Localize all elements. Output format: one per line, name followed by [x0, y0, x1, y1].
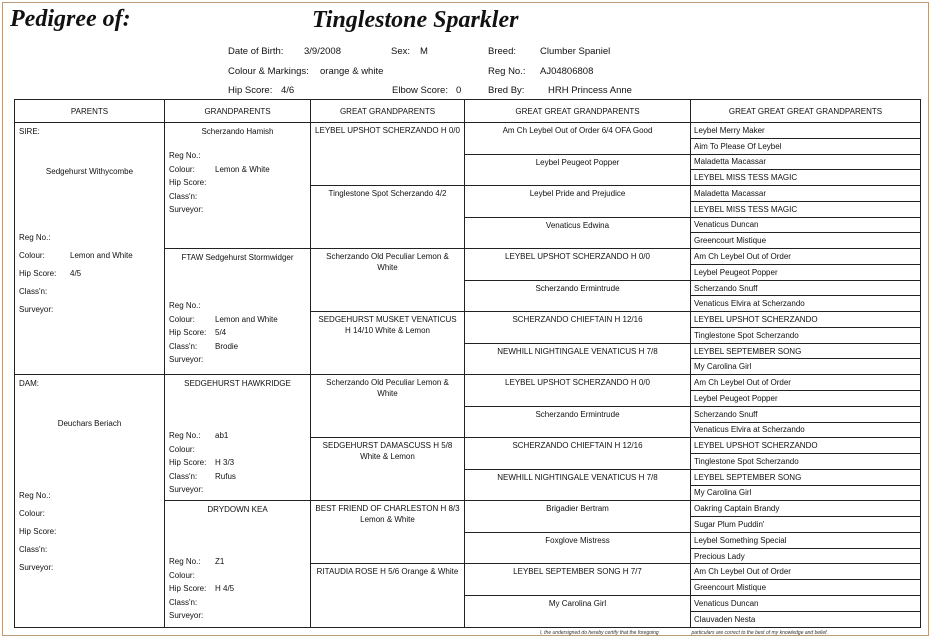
great-great-great-grandparent-name: LEYBEL SEPTEMBER SONG	[694, 472, 802, 482]
great-great-great-grandparent-cell	[691, 548, 921, 564]
great-great-great-grandparent-cell	[691, 201, 921, 217]
great-great-great-grandparent-cell	[691, 154, 921, 170]
parent-surveyor-label: Surveyor:	[19, 305, 54, 314]
great-great-grandparent-name: Leybel Peugeot Popper	[535, 157, 620, 167]
grandparent-hip-value: H 4/5	[215, 584, 235, 594]
great-great-great-grandparent-name: My Carolina Girl	[694, 362, 752, 372]
grandparent-surveyor-label: Surveyor:	[169, 485, 204, 495]
col-header-great-great-great-grandparents: GREAT GREAT GREAT GRANDPARENTS	[691, 100, 921, 123]
breed-label: Breed:	[488, 46, 516, 57]
bred-label: Bred By:	[488, 85, 525, 96]
grandparent-colour-value: Lemon and White	[215, 314, 278, 324]
great-great-great-grandparent-name: Leybel Something Special	[694, 535, 787, 545]
great-great-great-grandparent-name: Venaticus Elvira at Scherzando	[694, 299, 805, 309]
great-great-great-grandparent-cell	[691, 485, 921, 501]
great-great-grandparent-name: SCHERZANDO CHIEFTAIN H 12/16	[512, 441, 643, 451]
great-grandparent-name: RITAUDIA ROSE H 5/6 Orange & White	[316, 567, 459, 577]
pedigree-table	[14, 99, 921, 628]
great-great-great-grandparent-cell	[691, 186, 921, 202]
grandparent-name: Scherzando Hamish	[201, 127, 274, 136]
great-great-grandparent-cell	[465, 123, 691, 155]
parent-name: Deuchars Beriach	[57, 419, 122, 429]
grandparent-reg-value: ab1	[215, 431, 229, 441]
grandparent-hip-label: Hip Score:	[169, 328, 207, 338]
parent-hip-value: 4/5	[70, 269, 82, 278]
grandparent-class-label: Class'n:	[169, 597, 198, 607]
great-great-great-grandparent-cell	[691, 564, 921, 580]
grandparent-cell	[165, 249, 311, 375]
great-great-great-grandparent-cell	[691, 138, 921, 154]
grandparent-class-value: Brodie	[215, 341, 239, 351]
grandparent-reg-value: Z1	[215, 557, 225, 567]
certify-text-2: particulars are correct to the best of my knowledge and belief.	[691, 630, 828, 636]
great-great-grandparent-cell	[465, 375, 691, 407]
great-great-great-grandparent-cell	[691, 217, 921, 233]
great-grandparent-name: BEST FRIEND OF CHARLESTON H 8/3 Lemon & White	[315, 504, 460, 525]
hip-value: 4/6	[281, 85, 295, 96]
grandparent-name: FTAW Sedgehurst Stormwidger	[181, 253, 294, 263]
grandparent-reg-label: Reg No.:	[169, 151, 201, 160]
parent-class-label: Class'n:	[19, 287, 48, 296]
great-great-grandparent-cell	[465, 406, 691, 438]
great-great-great-grandparent-cell	[691, 611, 921, 627]
grandparent-hip-label: Hip Score:	[169, 178, 207, 187]
great-great-great-grandparent-name: Leybel Peugeot Popper	[694, 267, 778, 277]
great-grandparent-name: SEDGEHURST DAMASCUSS H 5/8 White & Lemon	[322, 441, 453, 462]
colour-label: Colour & Markings:	[228, 66, 309, 77]
grandparent-reg-label: Reg No.:	[169, 301, 201, 311]
great-great-great-grandparent-name: Leybel Peugeot Popper	[694, 393, 778, 403]
great-great-grandparent-cell	[465, 343, 691, 375]
great-great-great-grandparent-name: My Carolina Girl	[694, 488, 752, 498]
colour-value: orange & white	[320, 66, 384, 77]
great-grandparent-cell	[311, 438, 465, 501]
great-great-great-grandparent-name: Scherzando Snuff	[694, 283, 758, 293]
col-header-grandparents: GRANDPARENTS	[165, 100, 311, 123]
great-great-grandparent-name: LEYBEL UPSHOT SCHERZANDO H 0/0	[505, 252, 650, 262]
parent-reg-label: Reg No.:	[19, 491, 51, 501]
great-great-great-grandparent-name: Sugar Plum Puddin'	[694, 520, 765, 530]
great-great-great-grandparent-name: Am Ch Leybel Out of Order	[694, 378, 791, 388]
great-great-great-grandparent-cell	[691, 438, 921, 454]
grandparent-colour-label: Colour:	[169, 314, 195, 324]
parent-hip-label: Hip Score:	[19, 269, 57, 278]
great-great-great-grandparent-cell	[691, 312, 921, 328]
parent-class-label: Class'n:	[19, 545, 48, 555]
parent-cell	[15, 123, 165, 375]
grandparent-colour-value: Lemon & White	[215, 164, 270, 174]
great-great-great-grandparent-cell	[691, 343, 921, 359]
certify-text-1: I, the undersigned do hereby certify that the foregoing	[540, 630, 659, 636]
great-great-grandparent-name: Leybel Pride and Prejudice	[529, 189, 626, 199]
great-great-great-grandparent-cell	[691, 249, 921, 265]
great-great-grandparent-cell	[465, 249, 691, 281]
great-grandparent-name: SEDGEHURST MUSKET VENATICUS H 14/10 White & Lemon	[318, 315, 457, 336]
great-great-great-grandparent-cell	[691, 501, 921, 517]
great-grandparent-cell	[311, 186, 465, 249]
great-great-grandparent-cell	[465, 217, 691, 249]
elbow-label: Elbow Score:	[392, 85, 448, 96]
elbow-value: 0	[456, 85, 462, 96]
pedigree-heading: Pedigree of:	[10, 6, 131, 32]
great-great-grandparent-name: My Carolina Girl	[548, 598, 607, 608]
great-grandparent-name: LEYBEL UPSHOT SCHERZANDO H 0/0	[315, 126, 460, 135]
great-great-great-grandparent-cell	[691, 264, 921, 280]
great-great-great-grandparent-name: Greencourt Mistique	[694, 583, 767, 593]
great-great-great-grandparent-name: LEYBEL UPSHOT SCHERZANDO	[694, 441, 818, 451]
great-great-great-grandparent-name: Precious Lady	[694, 551, 745, 561]
dob-value: 3/9/2008	[304, 46, 341, 57]
great-great-great-grandparent-name: Tinglestone Spot Scherzando	[694, 330, 799, 340]
great-great-great-grandparent-cell	[691, 296, 921, 312]
hip-label: Hip Score:	[228, 85, 273, 96]
great-great-grandparent-cell	[465, 438, 691, 470]
great-grandparent-cell	[311, 501, 465, 564]
bred-value: HRH Princess Anne	[548, 85, 632, 96]
great-great-great-grandparent-cell	[691, 391, 921, 407]
great-great-grandparent-cell	[465, 595, 691, 627]
great-great-great-grandparent-cell	[691, 469, 921, 485]
grandparent-cell	[165, 375, 311, 501]
column-header-row	[15, 100, 921, 123]
grandparent-hip-label: Hip Score:	[169, 458, 207, 468]
great-great-great-grandparent-cell	[691, 123, 921, 139]
breed-value: Clumber Spaniel	[540, 46, 611, 57]
grandparent-class-label: Class'n:	[169, 471, 198, 481]
great-great-grandparent-name: NEWHILL NIGHTINGALE VENATICUS H 7/8	[497, 472, 658, 482]
great-great-great-grandparent-name: Aim To Please Of Leybel	[694, 141, 782, 151]
grandparent-class-label: Class'n:	[169, 341, 198, 351]
parent-surveyor-label: Surveyor:	[19, 563, 54, 573]
grandparent-reg-label: Reg No.:	[169, 557, 201, 567]
great-grandparent-cell	[311, 312, 465, 375]
great-great-grandparent-cell	[465, 469, 691, 501]
great-great-grandparent-cell	[465, 312, 691, 344]
parent-reg-label: Reg No.:	[19, 233, 51, 242]
great-great-grandparent-cell	[465, 186, 691, 218]
great-great-grandparent-cell	[465, 154, 691, 186]
certification-note	[540, 630, 828, 636]
great-great-grandparent-name: Am Ch Leybel Out of Order 6/4 OFA Good	[502, 126, 653, 135]
col-header-great-great-grandparents: GREAT GREAT GRANDPARENTS	[465, 100, 691, 123]
sire-label: SIRE:	[19, 127, 40, 136]
great-grandparent-cell	[311, 249, 465, 312]
parent-cell	[15, 375, 165, 627]
great-great-great-grandparent-name: Scherzando Snuff	[694, 409, 758, 419]
great-grandparent-name: Tinglestone Spot Scherzando 4/2	[328, 189, 447, 199]
grandparent-surveyor-label: Surveyor:	[169, 611, 204, 621]
great-great-great-grandparent-cell	[691, 327, 921, 343]
great-great-great-grandparent-name: LEYBEL UPSHOT SCHERZANDO	[694, 315, 818, 325]
great-great-great-grandparent-name: Venaticus Duncan	[694, 220, 759, 230]
table-row	[15, 375, 921, 391]
great-great-grandparent-name: Scherzando Ermintrude	[535, 409, 620, 419]
great-great-great-grandparent-cell	[691, 422, 921, 438]
sex-label: Sex:	[391, 46, 411, 57]
grandparent-cell	[165, 501, 311, 627]
great-great-grandparent-name: Venaticus Edwina	[545, 220, 610, 230]
grandparent-colour-label: Colour:	[169, 164, 195, 174]
great-great-grandparent-name: LEYBEL SEPTEMBER SONG H 7/7	[513, 567, 642, 577]
great-great-great-grandparent-name: LEYBEL MISS TESS MAGIC	[694, 173, 798, 183]
great-great-great-grandparent-cell	[691, 517, 921, 533]
grandparent-hip-value: H 3/3	[215, 458, 235, 468]
great-great-great-grandparent-name: Maladetta Macassar	[694, 188, 767, 198]
great-great-great-grandparent-name: Tinglestone Spot Scherzando	[694, 456, 799, 466]
great-great-grandparent-name: SCHERZANDO CHIEFTAIN H 12/16	[512, 315, 643, 325]
table-row	[15, 123, 921, 139]
great-great-great-grandparent-name: Greencourt Mistique	[694, 236, 767, 246]
great-great-grandparent-name: Brigadier Bertram	[546, 504, 609, 514]
grandparent-surveyor-label: Surveyor:	[169, 355, 204, 365]
great-great-great-grandparent-name: Oakring Captain Brandy	[694, 504, 780, 514]
grandparent-reg-label: Reg No.:	[169, 431, 201, 441]
grandparent-surveyor-label: Surveyor:	[169, 205, 204, 214]
reg-value: AJ04806808	[540, 66, 594, 77]
grandparent-hip-value: 5/4	[215, 328, 227, 338]
grandparent-cell	[165, 123, 311, 249]
great-great-grandparent-cell	[465, 501, 691, 533]
great-great-great-grandparent-name: Am Ch Leybel Out of Order	[694, 252, 791, 261]
grandparent-name: DRYDOWN KEA	[207, 505, 268, 515]
parent-colour-label: Colour:	[19, 251, 45, 260]
parent-name: Sedgehurst Withycombe	[45, 167, 134, 176]
great-great-great-grandparent-cell	[691, 532, 921, 548]
grandparent-hip-label: Hip Score:	[169, 584, 207, 594]
great-great-grandparent-name: LEYBEL UPSHOT SCHERZANDO H 0/0	[505, 378, 650, 388]
great-great-great-grandparent-cell	[691, 454, 921, 470]
great-grandparent-cell	[311, 123, 465, 186]
great-grandparent-name: Scherzando Old Peculiar Lemon & White	[326, 378, 449, 399]
great-great-great-grandparent-cell	[691, 359, 921, 375]
parent-colour-label: Colour:	[19, 509, 45, 519]
great-great-great-grandparent-name: Venaticus Duncan	[694, 598, 759, 608]
great-great-grandparent-name: NEWHILL NIGHTINGALE VENATICUS H 7/8	[497, 346, 658, 356]
parent-colour-value: Lemon and White	[70, 251, 133, 260]
great-great-grandparent-cell	[465, 280, 691, 312]
grandparent-name: SEDGEHURST HAWKRIDGE	[184, 379, 291, 389]
sex-value: M	[420, 46, 428, 57]
great-great-great-grandparent-name: Leybel Merry Maker	[694, 125, 765, 135]
dog-name-title: Tinglestone Sparkler	[312, 7, 519, 33]
great-grandparent-cell	[311, 564, 465, 627]
grandparent-class-value: Rufus	[215, 471, 236, 481]
great-great-great-grandparent-cell	[691, 280, 921, 296]
great-great-great-grandparent-cell	[691, 233, 921, 249]
reg-label: Reg No.:	[488, 66, 526, 77]
great-great-great-grandparent-name: Am Ch Leybel Out of Order	[694, 567, 791, 577]
grandparent-colour-label: Colour:	[169, 570, 195, 580]
col-header-great-grandparents: GREAT GRANDPARENTS	[311, 100, 465, 123]
grandparent-colour-label: Colour:	[169, 444, 195, 454]
great-great-great-grandparent-cell	[691, 580, 921, 596]
great-great-great-grandparent-name: Clauvaden Nesta	[694, 614, 756, 624]
dam-label: DAM:	[19, 379, 39, 389]
dob-label: Date of Birth:	[228, 46, 284, 57]
great-great-great-grandparent-name: Venaticus Elvira at Scherzando	[694, 425, 805, 435]
great-great-great-grandparent-cell	[691, 375, 921, 391]
great-great-grandparent-name: Scherzando Ermintrude	[535, 283, 620, 293]
great-great-grandparent-name: Foxglove Mistress	[545, 535, 610, 545]
great-great-great-grandparent-cell	[691, 595, 921, 611]
great-great-great-grandparent-name: LEYBEL SEPTEMBER SONG	[694, 346, 802, 356]
great-grandparent-cell	[311, 375, 465, 438]
col-header-parents: PARENTS	[15, 100, 165, 123]
great-great-great-grandparent-name: LEYBEL MISS TESS MAGIC	[694, 204, 798, 214]
great-grandparent-name: Scherzando Old Peculiar Lemon & White	[326, 252, 449, 273]
great-great-great-grandparent-cell	[691, 170, 921, 186]
great-great-grandparent-cell	[465, 532, 691, 564]
great-great-great-grandparent-cell	[691, 406, 921, 422]
grandparent-class-label: Class'n:	[169, 191, 198, 201]
parent-hip-label: Hip Score:	[19, 527, 57, 537]
great-great-great-grandparent-name: Maladetta Macassar	[694, 157, 767, 167]
great-great-grandparent-cell	[465, 564, 691, 596]
